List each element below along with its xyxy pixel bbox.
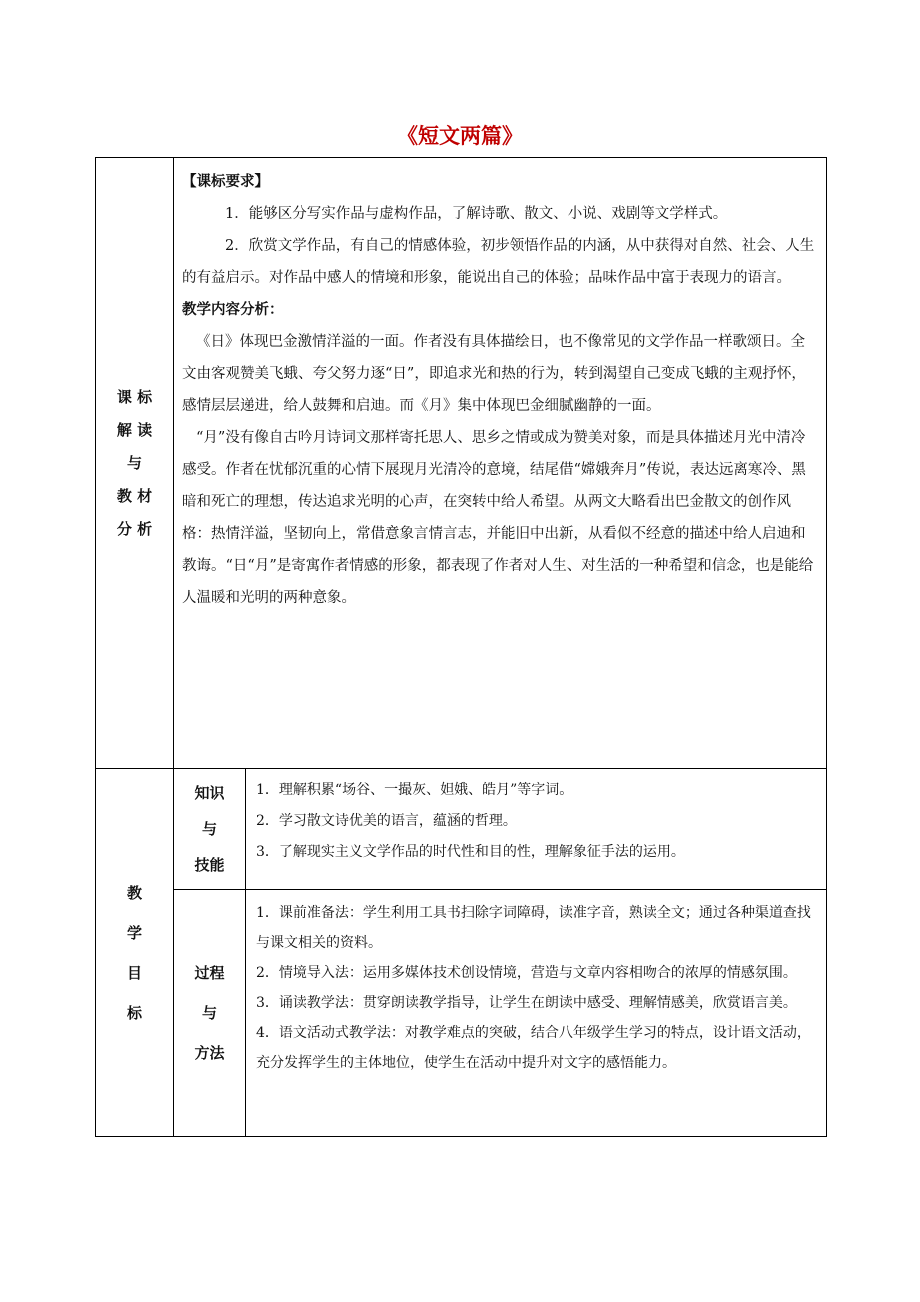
label-line: 与 [126, 453, 142, 472]
label-line: 技能 [194, 856, 225, 874]
process-methods-label [174, 890, 246, 1137]
goal-item: 4．语文活动式教学法：对教学难点的突破，结合八年级学生学习的特点，设计语文活动，充分发挥学生的主体地位，使学生在活动中提升对文字的感悟能力。 [256, 1025, 811, 1071]
content-paragraph: 《日》体现巴金激情洋溢的一面。作者没有具体描绘日，也不像常见的文学作品一样歌颂日。全文由客观赞美飞蛾、夸父努力逐“日”，即追求光和热的行为，转到渴望自己变成飞蛾的主观抒怀，感情层层递进，给人鼓舞和启迪。而《月》集中体现巴金细腻幽静的一面。 [182, 334, 806, 414]
label-line: 教 材 [116, 486, 153, 505]
label-line: 学 [126, 923, 142, 942]
goal-item: 2．学习散文诗优美的语言，蕴涵的哲理。 [256, 813, 517, 829]
goal-item: 1．课前准备法：学生利用工具书扫除字词障碍，读准字音，熟读全文；通过各种渠道查找与课文相关的资料。 [256, 905, 811, 951]
goal-item: 1．理解积累“场谷、一撮灰、妲娥、皓月”等字词。 [256, 782, 574, 798]
goal-item: 2．情境导入法：运用多媒体技术创设情境，营造与文章内容相吻合的浓厚的情感氛围。 [256, 965, 797, 981]
label-line: 标 [126, 1003, 142, 1022]
goal-item: 3．了解现实主义文学作品的时代性和目的性，理解象征手法的运用。 [256, 844, 685, 860]
content-paragraph: “月”没有像自古吟月诗词文那样寄托思人、思乡之情或成为赞美对象，而是具体描述月光中清冷感受。作者在忧郁沉重的心情下展现月光清冷的意境，结尾借“嫦娥奔月”传说，表达远离寒冷、黑暗和死亡的理想，传达追求光明的心声，在突转中给人希望。从两文大略看出巴金散文的创作风格：热情洋溢，坚韧向上，常借意象言情言志，并能旧中出新，从看似不经意的描述中给人启迪和教诲。“日“月”是寄寓作者情感的形象，都表现了作者对人生、对生活的一种希望和信念，也是能给人温暖和光明的两种意象。 [182, 430, 814, 606]
teaching-goals-label [96, 769, 174, 1137]
label-line: 过程 [194, 964, 225, 982]
process-methods-content [246, 890, 827, 1137]
goal-item: 3．诵读教学法：贯穿朗读教学指导，让学生在朗读中感受、理解情感美，欣赏语言美。 [256, 995, 797, 1011]
label-line: 解 读 [116, 420, 153, 439]
curriculum-analysis-content [174, 158, 827, 769]
curriculum-requirements-heading: 【课标要求】 [182, 174, 269, 190]
content-analysis-heading: 教学内容分析： [182, 302, 284, 318]
lesson-plan-table [95, 157, 827, 1137]
page-title: 《短文两篇》 [397, 124, 523, 148]
label-line: 课 标 [116, 387, 153, 406]
label-line: 知识 [194, 784, 225, 802]
process-row [96, 890, 827, 1137]
curriculum-analysis-label [96, 158, 174, 769]
curriculum-analysis-row [96, 158, 827, 769]
label-line: 与 [201, 1004, 217, 1022]
knowledge-skills-label [174, 769, 246, 890]
label-line: 与 [201, 820, 217, 838]
label-line: 教 [126, 883, 142, 902]
label-line: 分 析 [116, 519, 153, 538]
curriculum-item: 1．能够区分写实作品与虚构作品，了解诗歌、散文、小说、戏剧等文学样式。 [225, 206, 728, 222]
knowledge-row [96, 769, 827, 890]
label-line: 方法 [194, 1044, 225, 1062]
knowledge-skills-content [246, 769, 827, 890]
curriculum-item: 2．欣赏文学作品，有自己的情感体验，初步领悟作品的内涵，从中获得对自然、社会、人生的有益启示。对作品中感人的情境和形象，能说出自己的体验；品味作品中富于表现力的语言。 [182, 238, 815, 286]
label-line: 目 [126, 963, 142, 982]
